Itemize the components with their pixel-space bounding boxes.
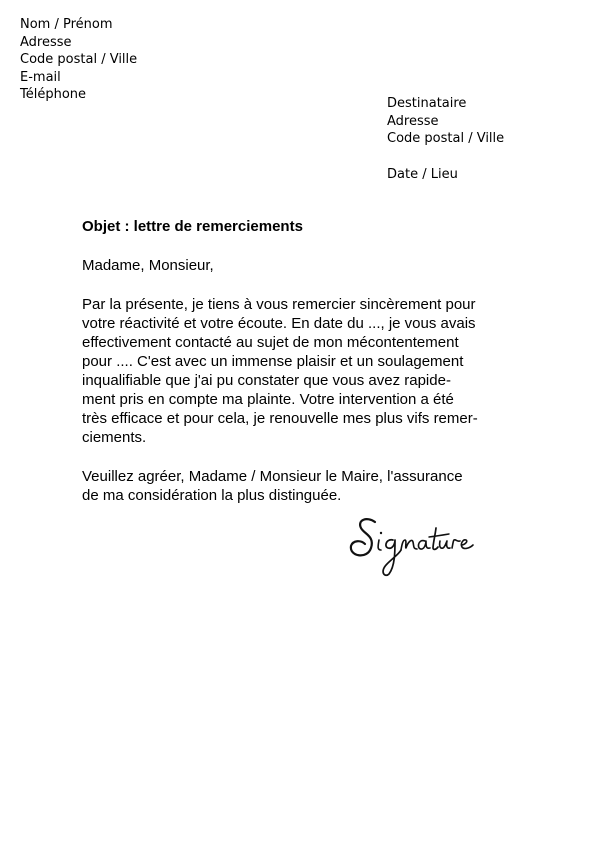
recipient-block (387, 95, 504, 148)
letter-body (82, 295, 512, 447)
body-line: très efficace et pour cela, je renouvelle mes plus vifs remer- (82, 410, 478, 427)
body-line: votre réactivité et votre écoute. En date du ..., je vous avais (82, 315, 476, 332)
closing-line: de ma considération la plus distinguée. (82, 487, 342, 504)
sender-phone: Téléphone (20, 87, 87, 103)
recipient-address: Adresse (387, 113, 439, 129)
body-line: inqualifiable que j'ai pu constater que vous avez rapide- (82, 372, 451, 389)
body-line: ment pris en compte ma plainte. Votre intervention a été (82, 391, 454, 408)
sender-block (20, 16, 137, 104)
body-line: ciements. (82, 429, 147, 446)
recipient-postal-city: Code postal / Ville (387, 131, 505, 147)
closing-line: Veuillez agréer, Madame / Monsieur le Maire, l'assurance (82, 468, 463, 485)
date-place: Date / Lieu (387, 167, 458, 182)
body-line: Par la présente, je tiens à vous remercier sincèrement pour (82, 296, 476, 313)
closing-formula (82, 467, 512, 505)
handwritten-signature (345, 510, 485, 582)
sender-address: Adresse (20, 34, 72, 50)
recipient-name: Destinataire (387, 96, 467, 111)
letter-subject: Objet : lettre de remerciements (82, 218, 303, 235)
sender-postal-city: Code postal / Ville (20, 52, 138, 68)
body-line: effectivement contacté au sujet de mon mécontentement (82, 334, 459, 351)
body-line: pour .... C'est avec un immense plaisir et un soulagement (82, 353, 464, 370)
sender-name: Nom / Prénom (20, 17, 113, 32)
salutation: Madame, Monsieur, (82, 257, 214, 274)
sender-email: E-mail (20, 69, 61, 85)
